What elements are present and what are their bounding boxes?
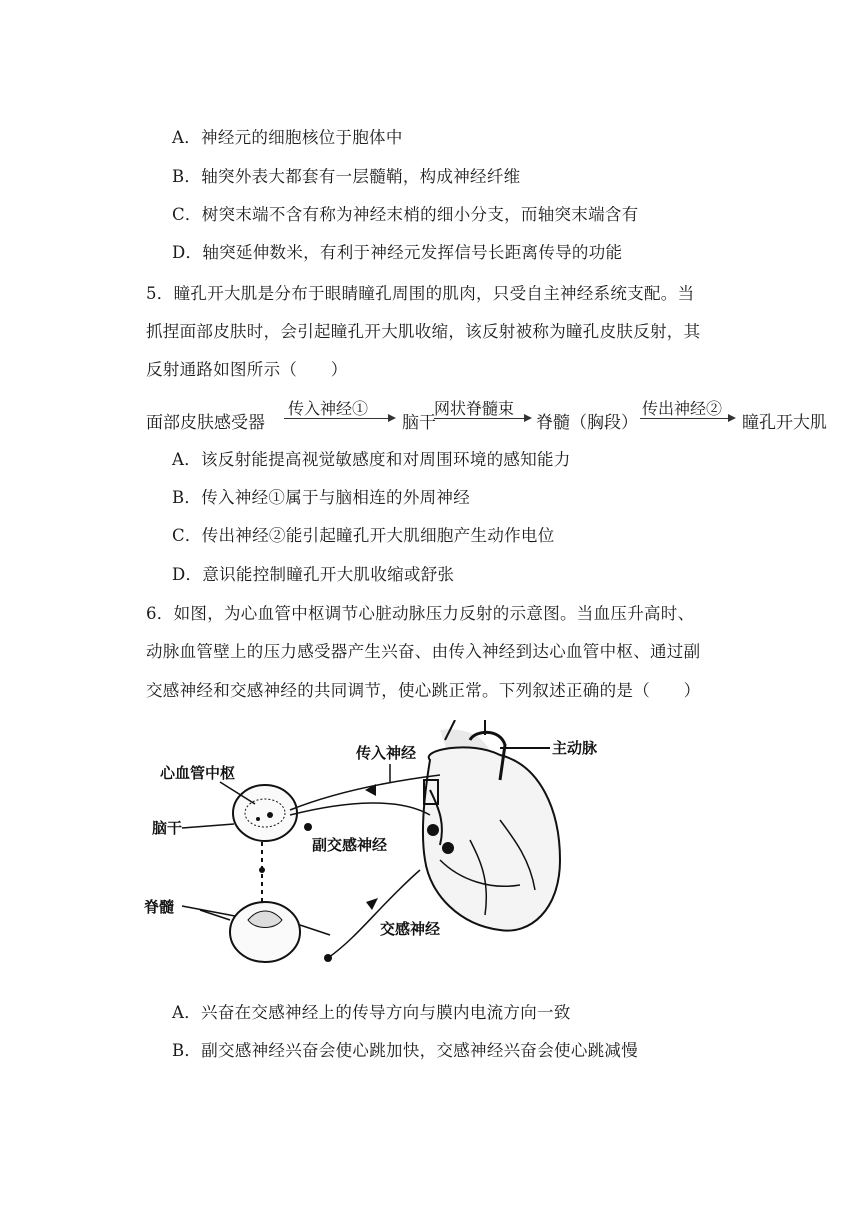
label-parasympathetic: 副交感神经 xyxy=(312,836,388,854)
baroreflex-figure xyxy=(140,720,610,975)
pathway-node-spinal: 脊髓（胸段） xyxy=(536,413,638,433)
pathway-node-muscle: 瞳孔开大肌 xyxy=(742,413,827,433)
label-aorta: 主动脉 xyxy=(552,739,598,757)
pathway-arrow-1 xyxy=(284,418,394,419)
spinal-cord-section xyxy=(200,902,330,962)
q6-option-a: A．兴奋在交感神经上的传导方向与膜内电流方向一致 xyxy=(172,1003,571,1022)
q4-option-b: B．轴突外表大都套有一层髓鞘，构成神经纤维 xyxy=(172,167,521,186)
q5-option-b: B．传入神经①属于与脑相连的外周神经 xyxy=(172,488,471,507)
pathway-arrow-3 xyxy=(640,418,734,419)
q5-stem-line-1: 5．瞳孔开大肌是分布于眼睛瞳孔周围的肌肉，只受自主神经系统支配。当 xyxy=(146,284,695,303)
q5-stem-line-2: 抓捏面部皮肤时，会引起瞳孔开大肌收缩，该反射被称为瞳孔皮肤反射，其 xyxy=(146,322,701,341)
q4-option-d: D．轴突延伸数米，有利于神经元发挥信号长距离传导的功能 xyxy=(172,243,623,262)
q6-stem-line-3: 交感神经和交感神经的共同调节，使心跳正常。下列叙述正确的是（ ） xyxy=(146,681,701,700)
q6-stem-line-2: 动脉血管壁上的压力感受器产生兴奋、由传入神经到达心血管中枢、通过副 xyxy=(146,642,701,661)
brainstem-section xyxy=(233,785,297,841)
pathway-label-afferent: 传入神经① xyxy=(288,399,369,418)
label-brainstem: 脑干 xyxy=(152,819,183,837)
pathway-node-brainstem: 脑干 xyxy=(402,413,436,433)
pathway-label-reticulospinal: 网状脊髓束 xyxy=(434,399,515,418)
q5-stem-line-3: 反射通路如图所示（ ） xyxy=(146,360,348,379)
heart-illustration xyxy=(423,720,560,931)
q5-option-d: D．意识能控制瞳孔开大肌收缩或舒张 xyxy=(172,565,455,584)
pathway-node-receptor: 面部皮肤感受器 xyxy=(146,413,265,433)
q6-stem-line-1: 6．如图，为心血管中枢调节心脏动脉压力反射的示意图。当血压升高时、 xyxy=(146,604,695,623)
label-afferent: 传入神经 xyxy=(356,744,417,762)
label-center: 心血管中枢 xyxy=(160,764,236,782)
q4-option-c: C．树突末端不含有称为神经末梢的细小分支，而轴突末端含有 xyxy=(172,205,639,224)
reflex-pathway xyxy=(146,396,846,436)
q4-option-a: A．神经元的细胞核位于胞体中 xyxy=(172,128,403,147)
q5-option-c: C．传出神经②能引起瞳孔开大肌细胞产生动作电位 xyxy=(172,526,555,545)
q6-option-b: B．副交感神经兴奋会使心跳加快，交感神经兴奋会使心跳减慢 xyxy=(172,1041,639,1060)
pathway-arrow-2 xyxy=(434,418,530,419)
label-spinal: 脊髓 xyxy=(144,898,175,916)
pathway-label-efferent: 传出神经② xyxy=(642,399,723,418)
q5-option-a: A．该反射能提高视觉敏感度和对周围环境的感知能力 xyxy=(172,450,571,469)
label-sympathetic: 交感神经 xyxy=(380,920,441,938)
